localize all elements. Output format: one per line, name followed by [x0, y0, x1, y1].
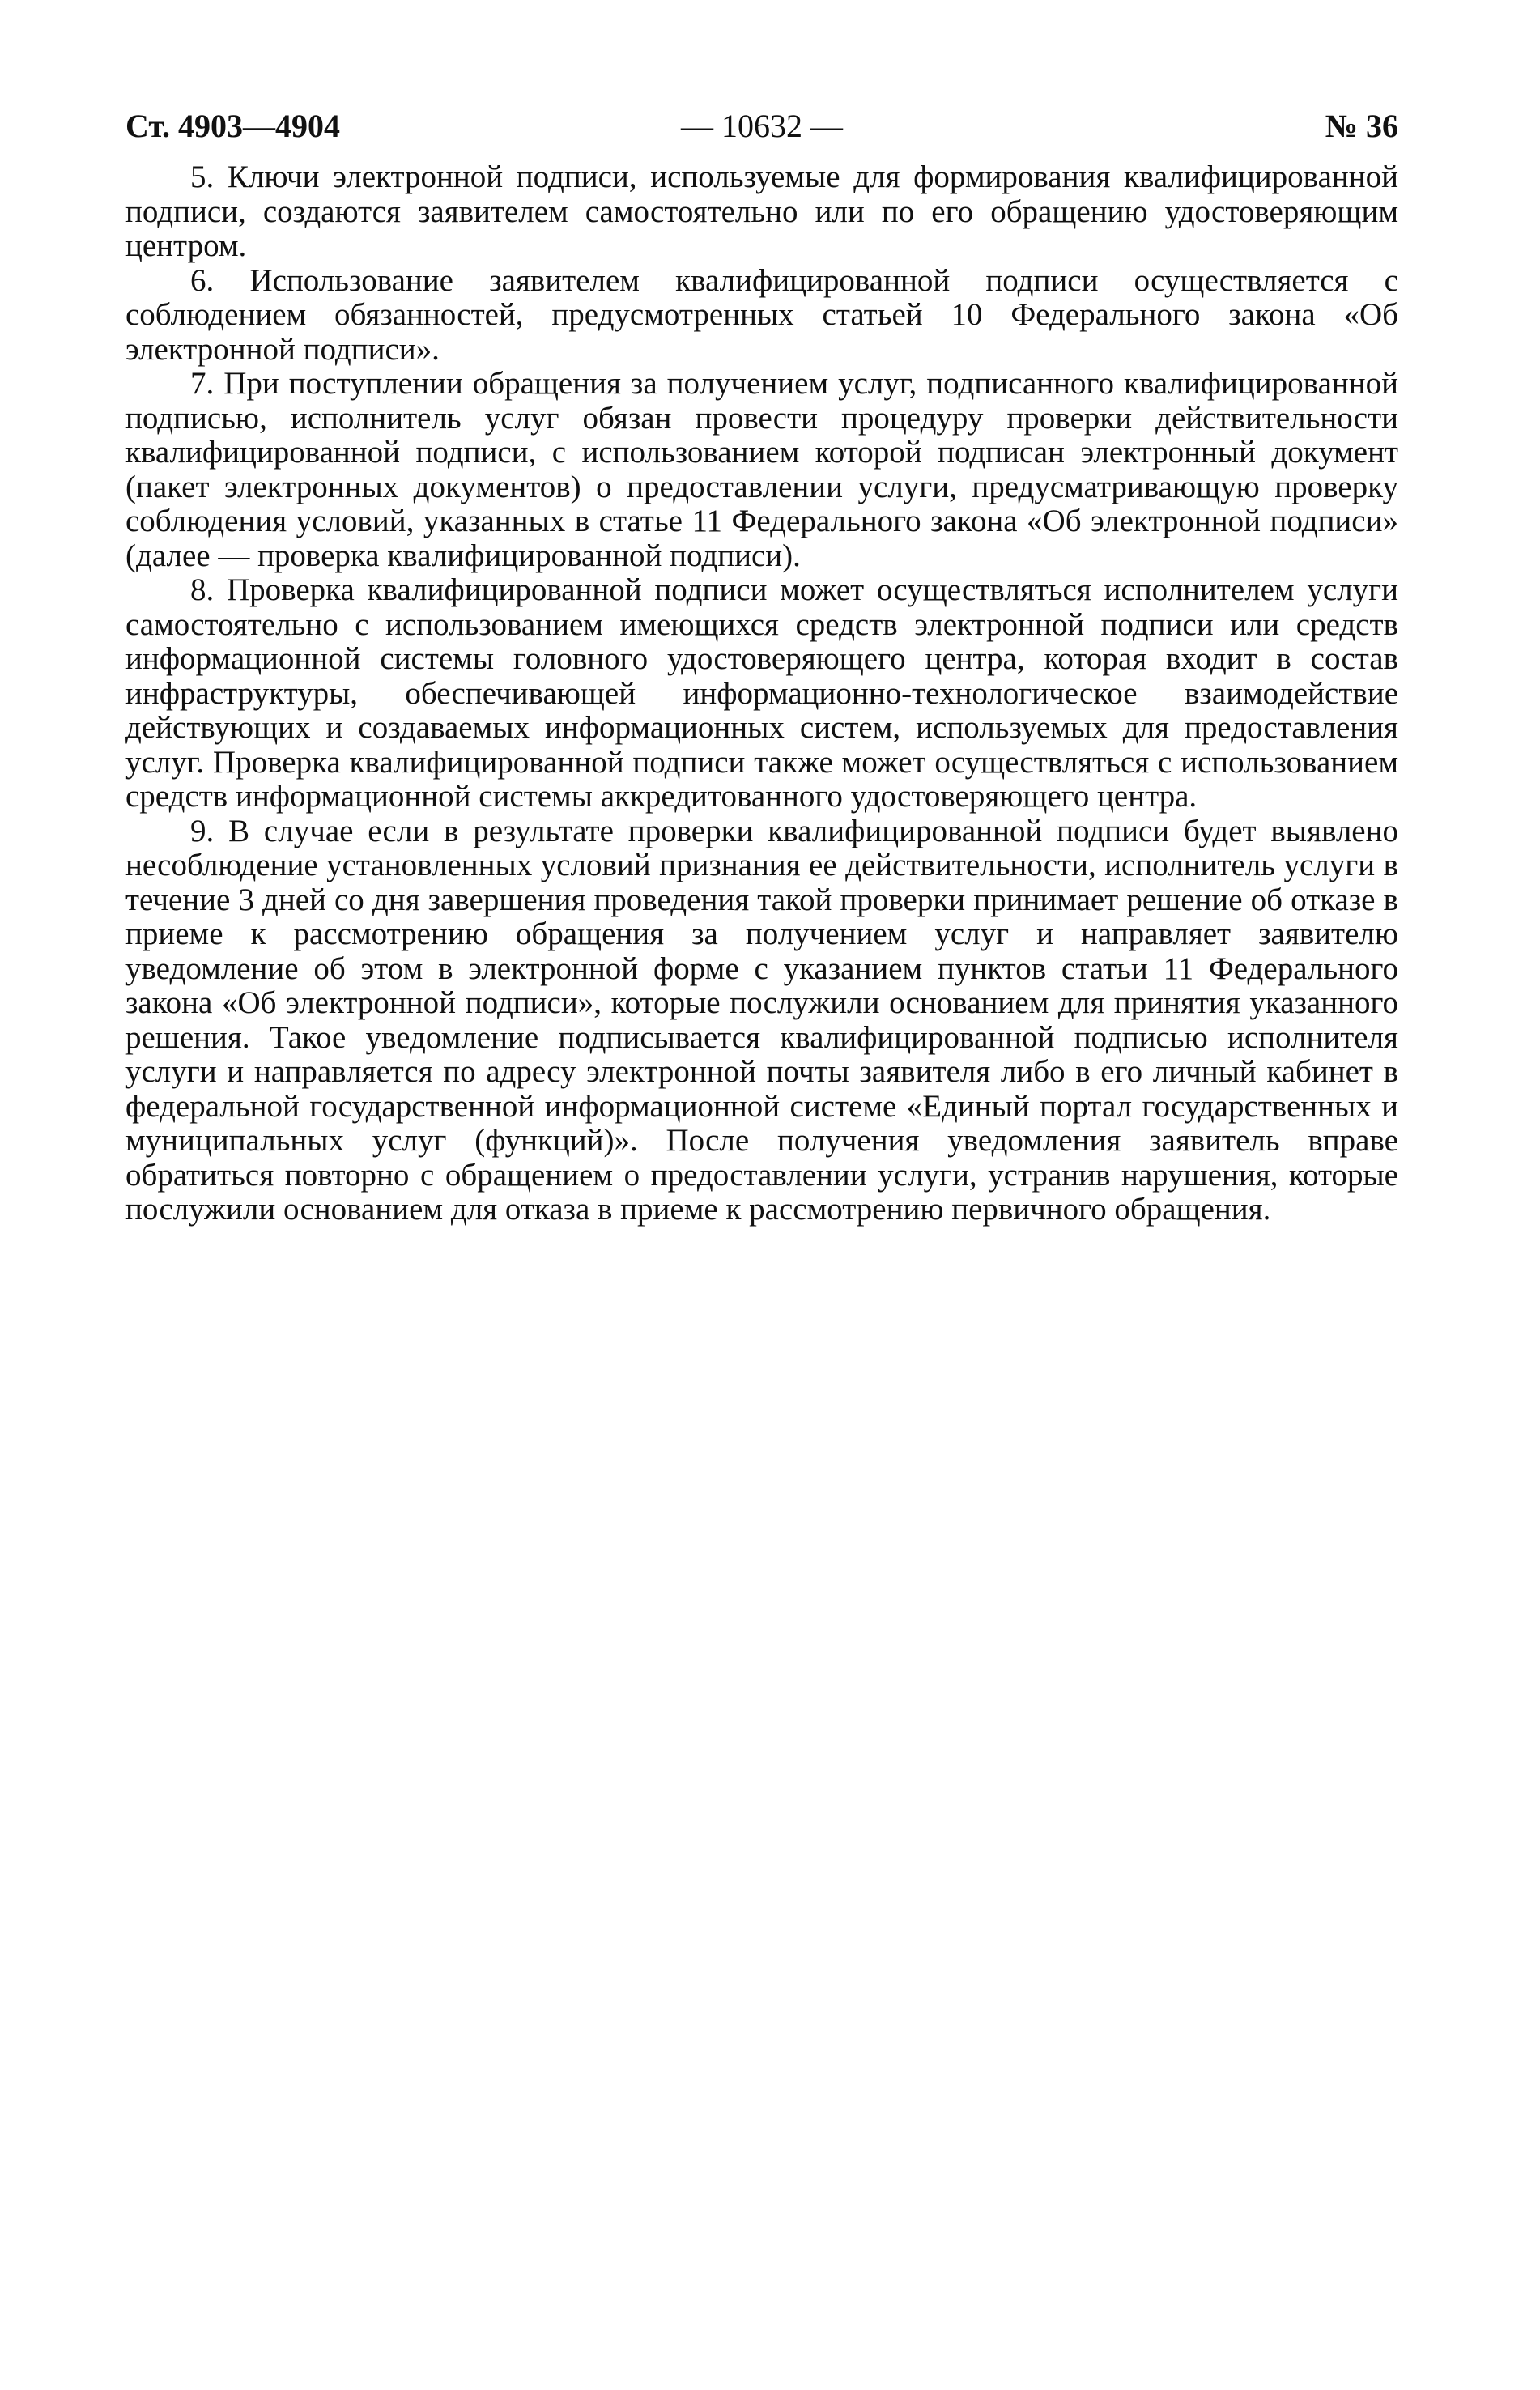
- paragraph-9: 9. В случае если в результате проверки квалифицированной подписи будет выявлено несоблюдение установленных условий признания ее действительности, исполнитель услуги в течение 3 дней со дня завершения проведения такой проверки принимает решение об отказе в приеме к рассмотрению обращения за получением услуг и направляет заявителю уведомление об этом в электронной форме с указанием пунктов статьи 11 Федерального закона «Об электронной подписи», которые послужили основанием для принятия указанного решения. Такое уведомление подписывается квалифицированной подписью исполнителя услуги и направляется по адресу электронной почты заявителя либо в его личный кабинет в федеральной государственной информационной системе «Единый портал государственных и муниципальных услуг (функций)». После получения уведомления заявитель вправе обратиться повторно с обращением о предоставлении услуги, устранив нарушения, которые послужили основанием для отказа в приеме к рассмотрению первичного обращения.: [125, 813, 1398, 1227]
- page-header: [125, 104, 1398, 149]
- paragraph-6: 6. Использование заявителем квалифицированной подписи осуществляется с соблюдением обязанностей, предусмотренных статьей 10 Федерального закона «Об электронной подписи».: [125, 262, 1398, 367]
- issue-number: № 36: [1325, 108, 1398, 144]
- article-range: Ст. 4903—4904: [125, 108, 340, 144]
- paragraph-5: 5. Ключи электронной подписи, используемые для формирования квалифицированной подписи, создаются заявителем самостоятельно или по его обращению удостоверяющим центром.: [125, 159, 1398, 263]
- paragraph-7: 7. При поступлении обращения за получением услуг, подписанного квалифицированной подписью, исполнитель услуг обязан провести процедуру проверки действительности квалифицированной подписи, с использованием которой подписан электронный документ (пакет электронных документов) о предоставлении услуги, предусматривающую проверку соблюдения условий, указанных в статье 11 Федерального закона «Об электронной подписи» (далее — проверка квалифицированной подписи).: [125, 366, 1398, 573]
- document-body: [125, 160, 1398, 1227]
- page-number: — 10632 —: [681, 108, 843, 144]
- paragraph-8: 8. Проверка квалифицированной подписи может осуществляться исполнителем услуги самостоятельно с использованием имеющихся средств электронной подписи или средств информационной системы головного удостоверяющего центра, которая входит в состав инфраструктуры, обеспечивающей информационно-технологическое взаимодействие действующих и создаваемых информационных систем, используемых для предоставления услуг. Проверка квалифицированной подписи также может осуществляться с использованием средств информационной системы аккредитованного удостоверяющего центра.: [125, 572, 1398, 814]
